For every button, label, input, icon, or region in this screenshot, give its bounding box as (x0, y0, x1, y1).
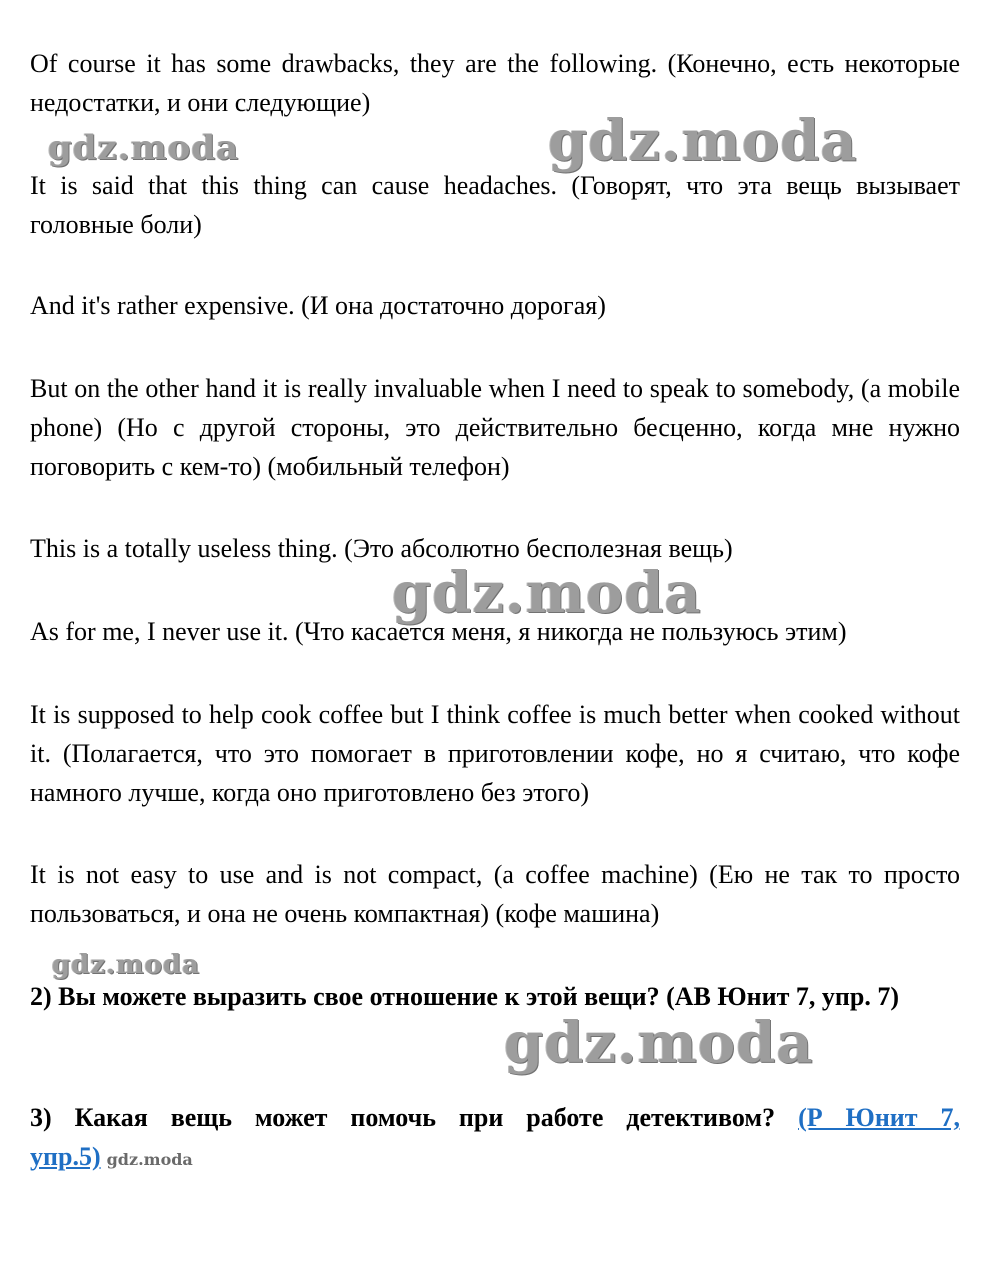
question-3-link[interactable]: (Р Юнит 7, упр.5) (30, 1103, 960, 1171)
watermark: gdz.moda (48, 128, 240, 168)
paragraph-never-use: As for me, I never use it. (Что касается меня, я никогда не пользуюсь этим) (30, 617, 847, 646)
paragraph-invaluable: But on the other hand it is really invaluable when I need to speak to somebody, (a mobile phone) (Но с другой стороны, это действительно бесценно, когда мне нужно поговорить с кем-то) (мобильный телефон) (30, 374, 960, 481)
paragraph-expensive: And it's rather expensive. (И она достаточно дорогая) (30, 291, 606, 320)
question-3-text: 3) Какая вещь может помочь при работе детективом? (30, 1103, 799, 1132)
question-2: 2) Вы можете выразить свое отношение к этой вещи? (АВ Юнит 7, упр. 7) (30, 982, 899, 1011)
paragraph-coffee-machine: It is not easy to use and is not compact, (a coffee machine) (Ею не так то просто пользоваться, и она не очень компактная) (кофе машина) (30, 860, 960, 928)
paragraph-coffee: It is supposed to help cook coffee but I think coffee is much better when cooked without it. (Полагается, что это помогает в приготовлении кофе, но я считаю, что кофе намного лучше, когда оно приготовлено без этого) (30, 700, 960, 807)
watermark: gdz.moda (392, 560, 702, 626)
paragraph-useless: This is a totally useless thing. (Это абсолютно бесполезная вещь) (30, 534, 733, 563)
question-3 (30, 1098, 960, 1179)
watermark: gdz.moda (106, 1150, 193, 1169)
paragraph-headaches: It is said that this thing can cause headaches. (Говорят, что эта вещь вызывает головные боли) (30, 171, 960, 239)
watermark: gdz.moda (52, 950, 201, 980)
watermark: gdz.moda (504, 1010, 814, 1076)
paragraph-drawbacks: Of course it has some drawbacks, they are the following. (Конечно, есть некоторые недостатки, и они следующие) (30, 49, 960, 117)
watermark: gdz.moda (548, 108, 858, 174)
